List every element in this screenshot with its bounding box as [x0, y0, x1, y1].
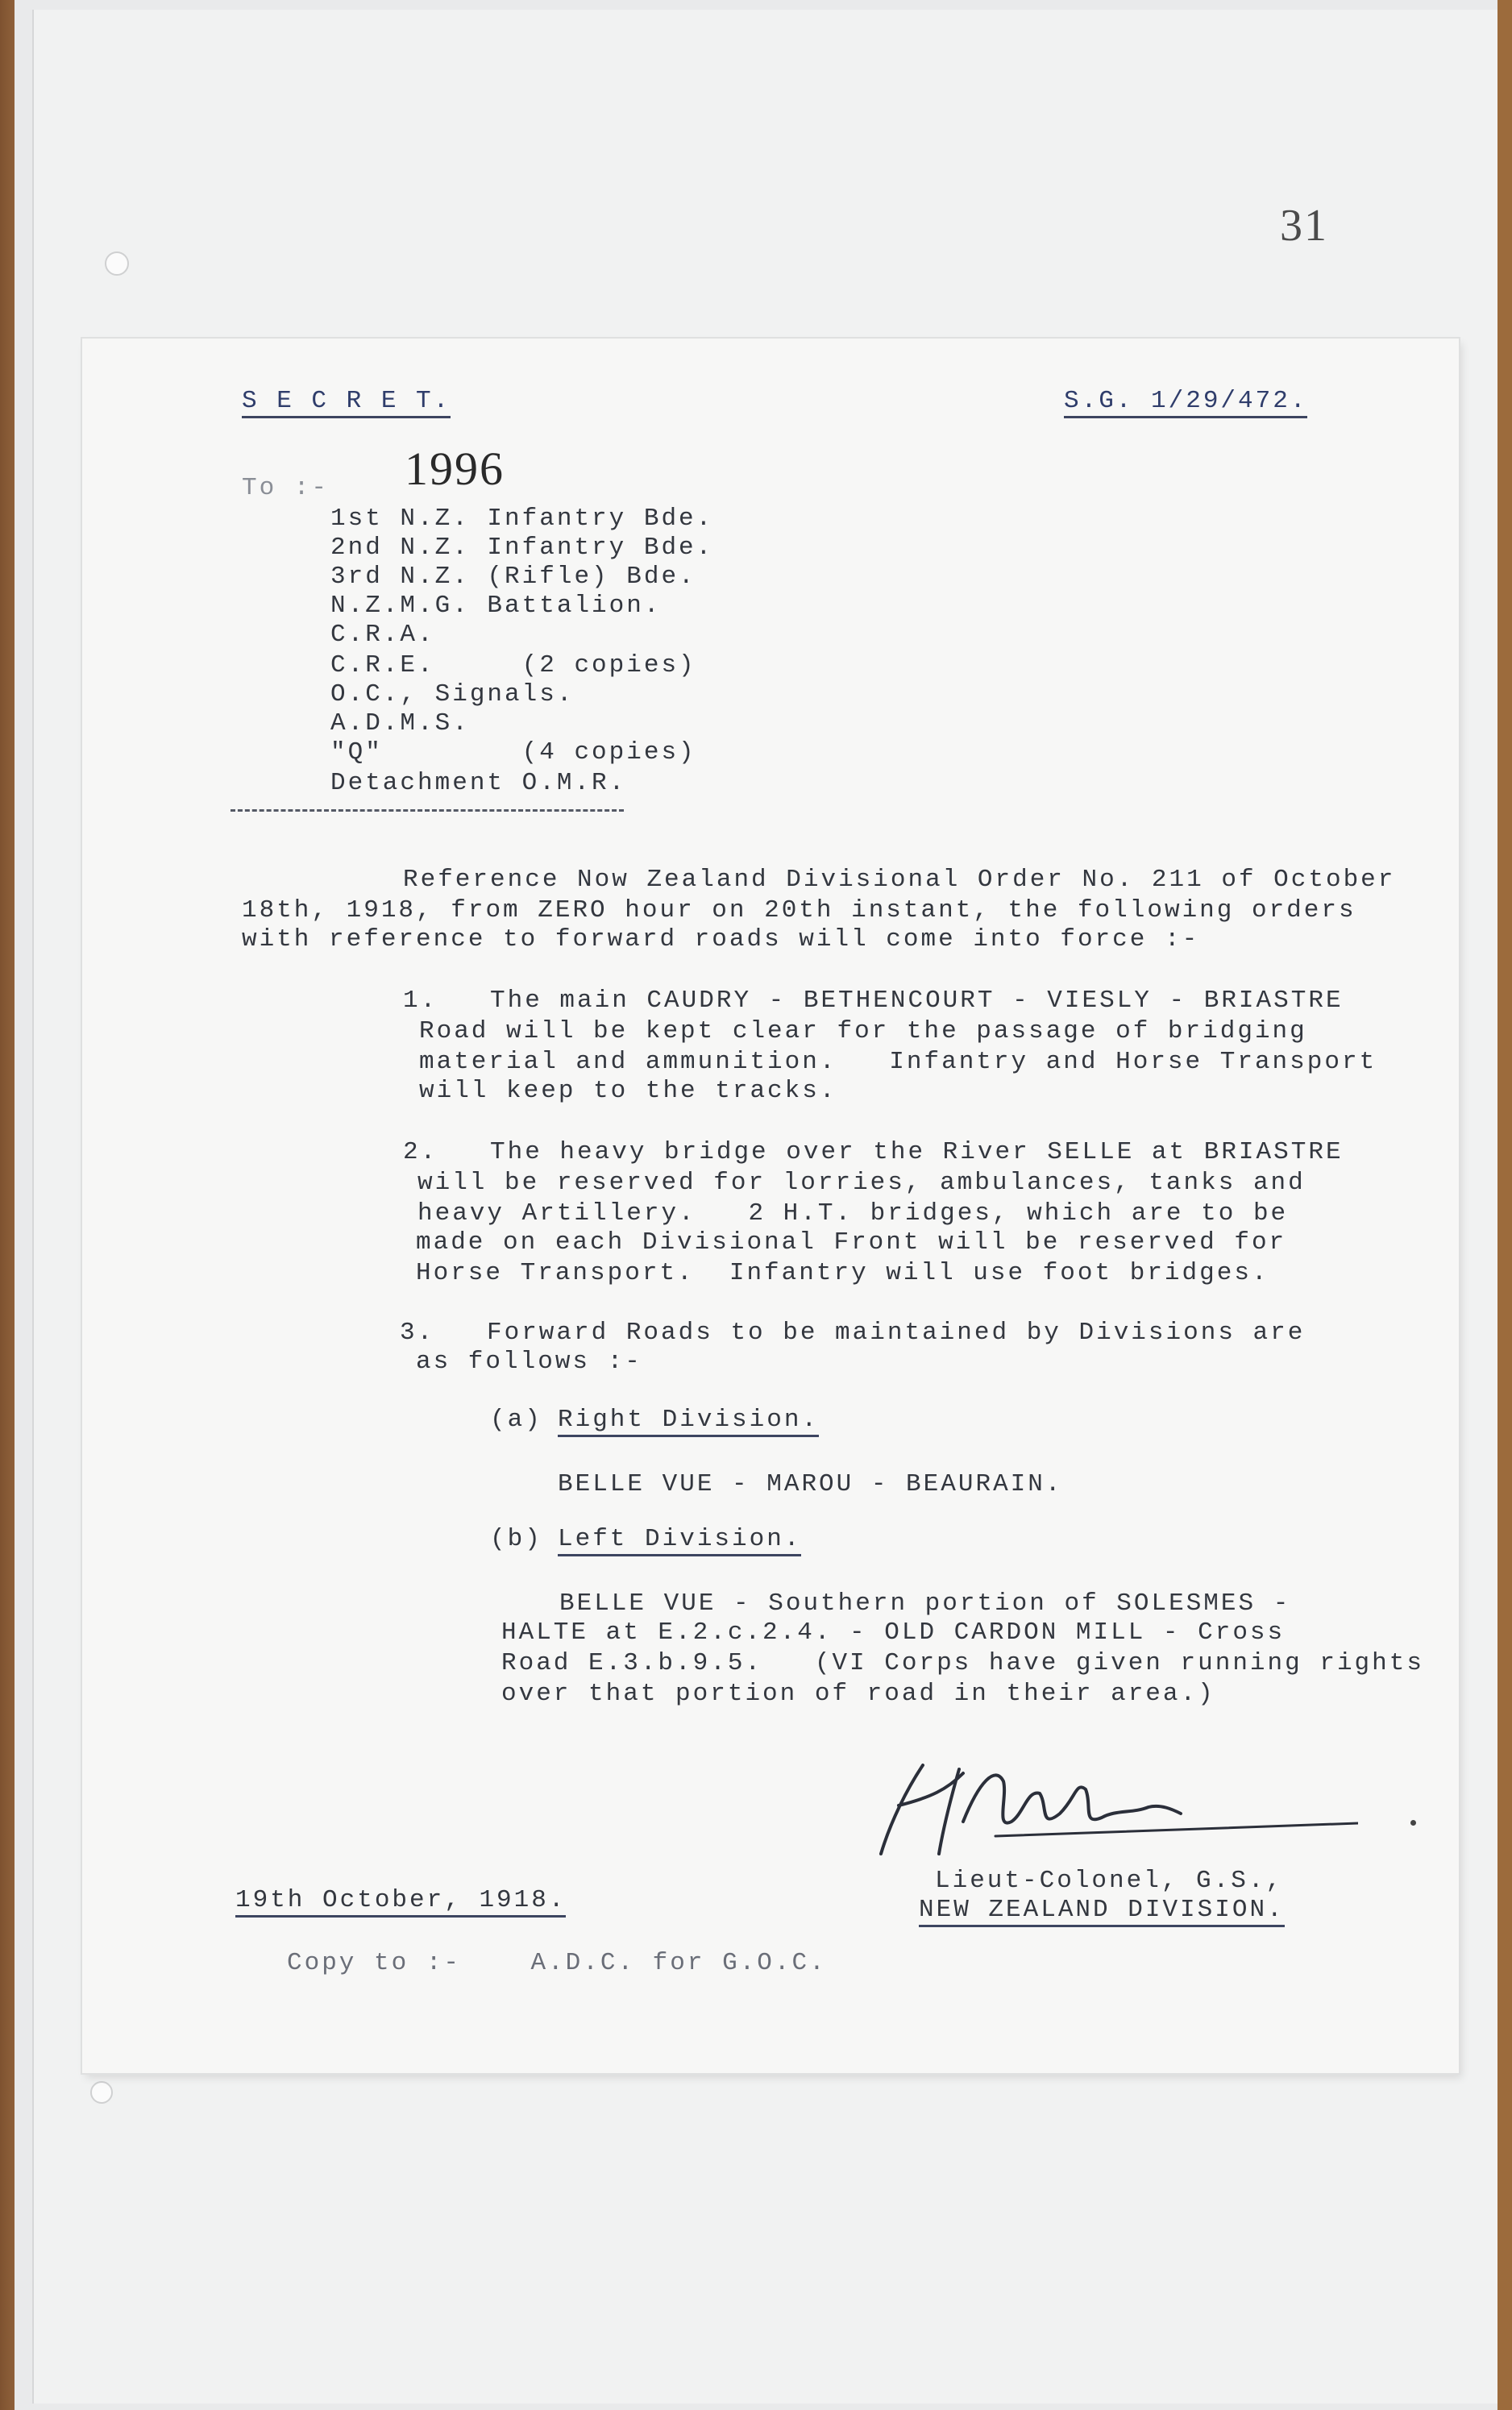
left-division-route-line: Road E.3.b.9.5. (VI Corps have given running rights [501, 1649, 1424, 1677]
handwritten-signature [874, 1733, 1358, 1870]
paragraph-line: Road will be kept clear for the passage of bridging [419, 1017, 1307, 1045]
punch-hole [105, 251, 129, 276]
registry-stamp-number: 1996 [405, 443, 505, 495]
classification-heading: S E C R E T. [242, 387, 451, 418]
document-date: 19th October, 1918. [235, 1886, 566, 1918]
recipient-item: C.R.A. [330, 621, 435, 649]
paragraph-number: 1. [403, 987, 438, 1015]
intro-line: with reference to forward roads will come into force :- [242, 925, 1200, 954]
dashed-separator [231, 809, 624, 812]
to-label: To :- [242, 474, 330, 502]
recipient-item: A.D.M.S. [330, 709, 470, 738]
paragraph-number: 3. [400, 1319, 435, 1347]
recipient-item: C.R.E. (2 copies) [330, 651, 696, 679]
right-division-route: BELLE VUE - MAROU - BEAURAIN. [558, 1470, 1063, 1498]
signatory-unit: NEW ZEALAND DIVISION. [919, 1896, 1285, 1927]
paragraph-line: The heavy bridge over the River SELLE at BRIASTRE [490, 1138, 1344, 1166]
paragraph-line: The main CAUDRY - BETHENCOURT - VIESLY - BRIASTRE [490, 987, 1344, 1015]
paragraph-line: heavy Artillery. 2 H.T. bridges, which are to be [417, 1199, 1289, 1228]
copy-to-line: Copy to :- A.D.C. for G.O.C. [287, 1949, 827, 1977]
left-division-title: Left Division. [558, 1525, 801, 1556]
recipient-item: Detachment O.M.R. [330, 769, 627, 797]
recipient-item: O.C., Signals. [330, 680, 575, 708]
recipient-item: 1st N.Z. Infantry Bde. [330, 505, 714, 533]
paragraph-number: 2. [403, 1138, 438, 1166]
document-reference: S.G. 1/29/472. [1064, 387, 1307, 418]
right-division-title: Right Division. [558, 1406, 819, 1437]
left-division-route-line: BELLE VUE - Southern portion of SOLESMES - [559, 1589, 1291, 1618]
left-division-route-line: HALTE at E.2.c.2.4. - OLD CARDON MILL - Cross [501, 1618, 1286, 1647]
paragraph-line: as follows :- [416, 1348, 642, 1376]
punch-hole [90, 2081, 113, 2104]
recipient-item: N.Z.M.G. Battalion. [330, 592, 662, 620]
intro-line: 18th, 1918, from ZERO hour on 20th instant, the following orders [242, 896, 1356, 925]
left-division-route-line: over that portion of road in their area.) [501, 1680, 1215, 1708]
intro-line: Reference Now Zealand Divisional Order No. 211 of October [403, 866, 1396, 894]
recipient-item: 3rd N.Z. (Rifle) Bde. [330, 563, 696, 591]
division-label: (b) [490, 1525, 542, 1553]
paragraph-line: material and ammunition. Infantry and Horse Transport [419, 1048, 1377, 1076]
signatory-rank: Lieut-Colonel, G.S., [935, 1867, 1284, 1895]
ink-dot [1410, 1820, 1416, 1826]
division-label: (a) [490, 1406, 542, 1434]
paragraph-line: will be reserved for lorries, ambulances, tanks and [417, 1169, 1306, 1197]
recipient-item: 2nd N.Z. Infantry Bde. [330, 534, 714, 562]
paragraph-line: will keep to the tracks. [419, 1077, 837, 1105]
recipient-item: "Q" (4 copies) [330, 738, 696, 767]
page-number: 31 [1280, 201, 1328, 251]
paragraph-line: Forward Roads to be maintained by Divisions are [487, 1319, 1306, 1347]
paragraph-line: Horse Transport. Infantry will use foot bridges. [416, 1259, 1269, 1287]
paragraph-line: made on each Divisional Front will be reserved for [416, 1228, 1287, 1257]
